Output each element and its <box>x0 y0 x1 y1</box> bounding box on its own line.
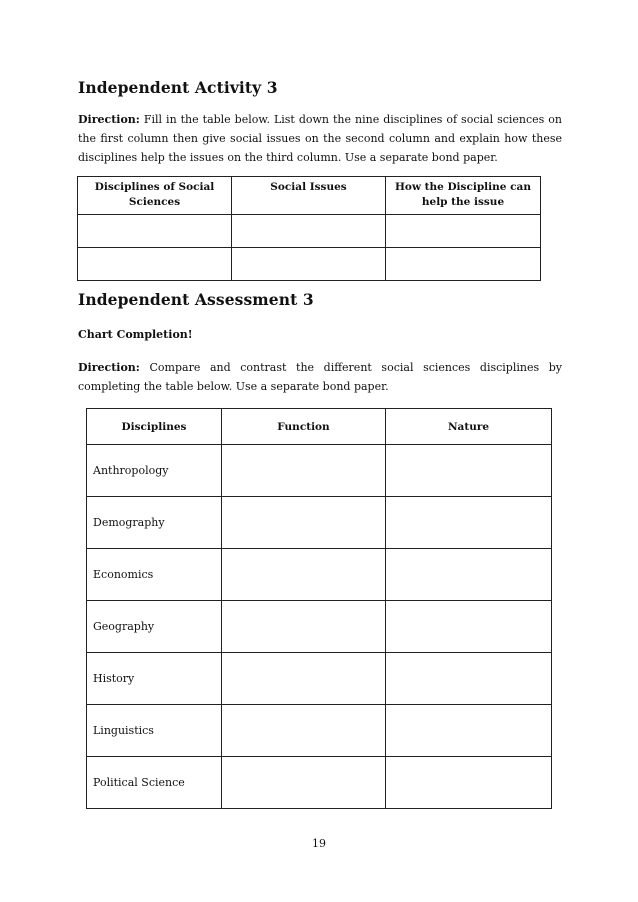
activity-cell <box>232 215 386 248</box>
table-row-economics <box>87 549 552 601</box>
page-number: 19 <box>312 837 326 850</box>
activity-title: Independent Activity 3 <box>78 78 278 97</box>
table-row-linguistics <box>87 705 552 757</box>
table-row-geography <box>87 601 552 653</box>
discipline-cell: Economics <box>87 549 222 601</box>
activity-direction-text: Fill in the table below. List down the nine disciplines of social sciences on the first column then give social issues on the second column and explain how these disciplines help the issues on the third column. Use a separate bond paper. <box>78 113 562 164</box>
table-row-political-science <box>87 757 552 809</box>
activity-header-social-issues: Social Issues <box>232 177 386 215</box>
function-cell <box>222 445 386 497</box>
discipline-cell: Linguistics <box>87 705 222 757</box>
discipline-cell: Anthropology <box>87 445 222 497</box>
table-row-history <box>87 653 552 705</box>
function-cell <box>222 601 386 653</box>
assessment-header-nature: Nature <box>386 409 552 445</box>
discipline-cell: Demography <box>87 497 222 549</box>
activity-table-row <box>78 248 541 281</box>
activity-cell <box>78 248 232 281</box>
nature-cell <box>386 497 552 549</box>
nature-cell <box>386 445 552 497</box>
assessment-header-function: Function <box>222 409 386 445</box>
activity-cell <box>78 215 232 248</box>
nature-cell <box>386 705 552 757</box>
nature-cell <box>386 653 552 705</box>
assessment-header-disciplines: Disciplines <box>87 409 222 445</box>
discipline-cell: Geography <box>87 601 222 653</box>
activity-cell <box>386 248 541 281</box>
activity-table-header-row <box>78 177 541 215</box>
function-cell <box>222 497 386 549</box>
activity-table <box>77 176 541 281</box>
function-cell <box>222 757 386 809</box>
assessment-direction-label: Direction: <box>78 361 140 374</box>
activity-direction-label: Direction: <box>78 113 140 126</box>
assessment-title: Independent Assessment 3 <box>78 290 314 309</box>
discipline-cell: History <box>87 653 222 705</box>
nature-cell <box>386 757 552 809</box>
function-cell <box>222 705 386 757</box>
nature-cell <box>386 549 552 601</box>
table-row-demography <box>87 497 552 549</box>
activity-direction <box>78 110 562 167</box>
assessment-table-header-row <box>87 409 552 445</box>
discipline-cell: Political Science <box>87 757 222 809</box>
assessment-direction-text: Compare and contrast the different social sciences disciplines by completing the table below. Use a separate bond paper. <box>78 361 562 393</box>
activity-cell <box>386 215 541 248</box>
assessment-table <box>86 408 552 809</box>
activity-header-disciplines: Disciplines of Social Sciences <box>78 177 232 215</box>
function-cell <box>222 549 386 601</box>
assessment-subtitle: Chart Completion! <box>78 328 193 341</box>
nature-cell <box>386 601 552 653</box>
activity-header-how-help: How the Discipline can help the issue <box>386 177 541 215</box>
function-cell <box>222 653 386 705</box>
activity-table-row <box>78 215 541 248</box>
assessment-direction <box>78 358 562 396</box>
activity-cell <box>232 248 386 281</box>
table-row-anthropology <box>87 445 552 497</box>
